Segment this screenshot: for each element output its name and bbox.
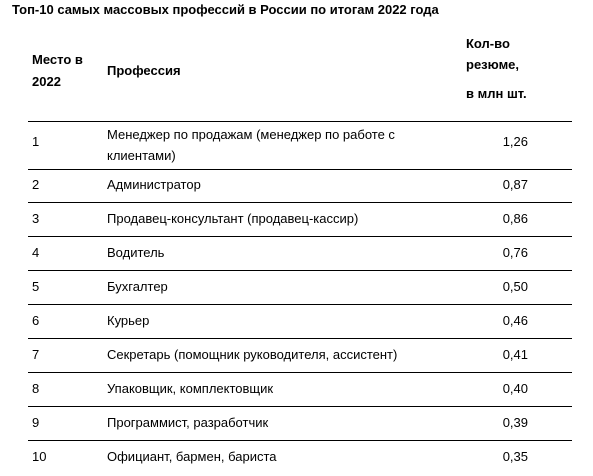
cell-profession: Курьер bbox=[107, 313, 150, 328]
cell-place: 3 bbox=[32, 211, 40, 226]
cell-count: 0,87 bbox=[502, 177, 528, 192]
cell-count: 0,41 bbox=[502, 347, 528, 362]
row-divider bbox=[28, 169, 572, 170]
cell-place: 2 bbox=[32, 177, 40, 192]
column-header-place bbox=[32, 49, 102, 93]
column-header-count bbox=[466, 33, 566, 104]
row-divider bbox=[28, 304, 572, 305]
cell-count: 0,46 bbox=[502, 313, 528, 328]
row-divider bbox=[28, 236, 572, 237]
row-divider bbox=[28, 270, 572, 271]
cell-profession: Секретарь (помощник руководителя, ассистент) bbox=[107, 347, 398, 362]
row-divider bbox=[28, 372, 572, 373]
cell-place: 1 bbox=[32, 134, 40, 149]
cell-place: 5 bbox=[32, 279, 40, 294]
cell-place: 7 bbox=[32, 347, 40, 362]
cell-profession: Водитель bbox=[107, 245, 165, 260]
cell-place: 6 bbox=[32, 313, 40, 328]
row-divider bbox=[28, 406, 572, 407]
column-header-place-line1: Место в bbox=[32, 52, 83, 67]
cell-place: 10 bbox=[32, 449, 47, 464]
cell-profession: Администратор bbox=[107, 177, 201, 192]
cell-profession: Менеджер по продажам (менеджер по работе с клиентами) bbox=[107, 127, 395, 163]
cell-profession: Продавец-консультант (продавец-кассир) bbox=[107, 211, 359, 226]
header-divider bbox=[28, 121, 572, 122]
cell-profession: Бухгалтер bbox=[107, 279, 168, 294]
cell-count: 0,76 bbox=[502, 245, 528, 260]
cell-place: 8 bbox=[32, 381, 40, 396]
table-title: Топ-10 самых массовых профессий в России по итогам 2022 года bbox=[12, 2, 439, 17]
cell-profession: Официант, бармен, бариста bbox=[107, 449, 277, 464]
cell-count: 0,35 bbox=[502, 449, 528, 464]
column-header-place-line2: 2022 bbox=[32, 74, 61, 89]
cell-profession: Упаковщик, комплектовщик bbox=[107, 381, 274, 396]
column-header-count-line1: Кол-во bbox=[466, 36, 510, 51]
column-header-count-line2: резюме, bbox=[466, 57, 520, 72]
cell-count: 0,86 bbox=[502, 211, 528, 226]
column-header-profession: Профессия bbox=[107, 63, 181, 78]
row-divider bbox=[28, 440, 572, 441]
cell-count: 0,50 bbox=[502, 279, 528, 294]
cell-place: 9 bbox=[32, 415, 40, 430]
cell-count: 0,39 bbox=[502, 415, 528, 430]
column-header-count-line3: в млн шт. bbox=[466, 86, 527, 101]
cell-place: 4 bbox=[32, 245, 40, 260]
row-divider bbox=[28, 202, 572, 203]
cell-count: 1,26 bbox=[502, 134, 528, 149]
cell-profession: Программист, разработчик bbox=[107, 415, 269, 430]
cell-count: 0,40 bbox=[502, 381, 528, 396]
row-divider bbox=[28, 338, 572, 339]
